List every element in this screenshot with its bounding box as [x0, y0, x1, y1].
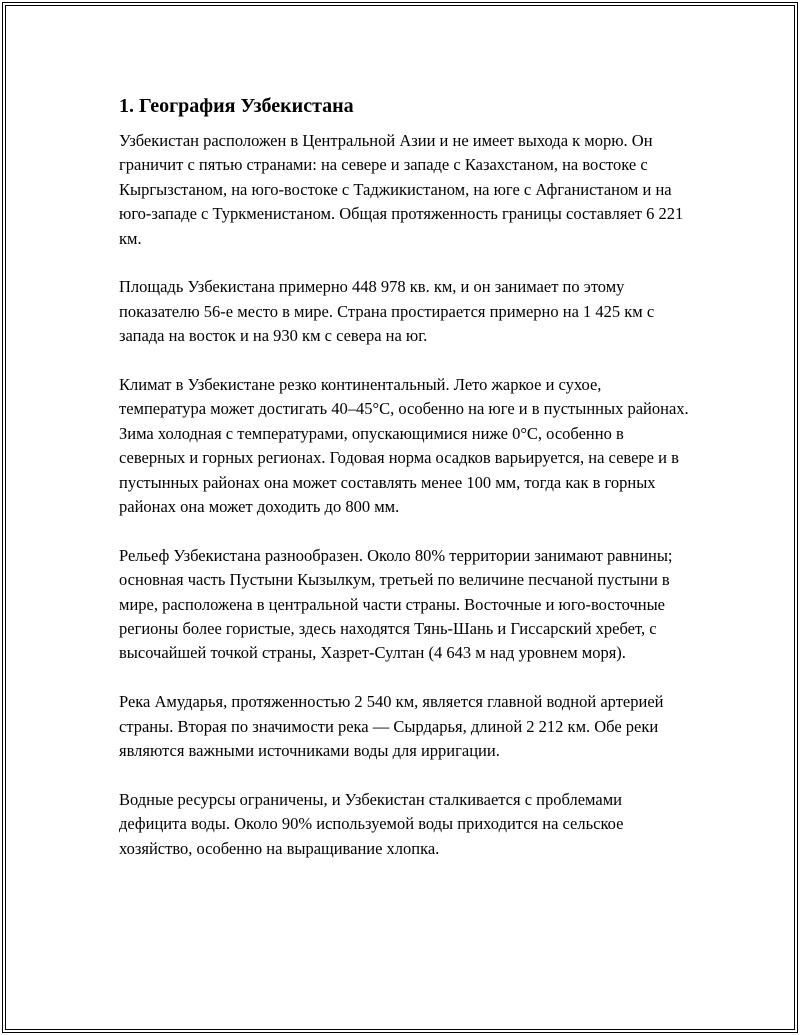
document-title: 1. География Узбекистана — [119, 95, 354, 117]
paragraph-climate: Климат в Узбекистане резко континентальный. Лето жаркое и сухое, температура может достигать 40–45°C, особенно на юге и в пустынных районах. Зима холодная с температурами, опускающимися ниже 0°C, особенно в северных и горных регионах. Годовая норма осадков варьируется, на севере и в пустынных районах она может составлять менее 100 мм, тогда как в горных районах она может доходить до 800 мм. — [119, 375, 689, 517]
paragraph-borders: Узбекистан расположен в Центральной Азии и не имеет выхода к морю. Он граничит с пятью странами: на севере и западе с Казахстаном, на востоке с Кыргызстаном, на юго-востоке с Таджикистаном, на юге с Афганистаном и на юго-западе с Туркменистаном. Общая протяженность границы составляет 6 221 км. — [119, 131, 684, 248]
paragraph-relief: Рельеф Узбекистана разнообразен. Около 80% территории занимают равнины; основная часть Пустыни Кызылкум, третьей по величине песчаной пустыни в мире, расположена в центральной части страны. Восточные и юго-восточные регионы более гористые, здесь находятся Тянь-Шань и Гиссарский хребет, с высочайшей точкой страны, Хазрет-Султан (4 643 м над уровнем моря). — [119, 545, 673, 663]
document-body — [119, 93, 689, 886]
paragraph-water-resources: Водные ресурсы ограничены, и Узбекистан сталкивается с проблемами дефицита воды. Около 90% используемой воды приходится на сельское хозяйство, особенно на выращивание хлопка. — [119, 789, 624, 858]
paragraph-area: Площадь Узбекистана примерно 448 978 кв. км, и он занимает по этому показателю 56-е место в мире. Страна простирается примерно на 1 425 км с запада на восток и на 930 км с севера на юг. — [119, 277, 655, 346]
paragraph-rivers: Река Амударья, протяженностью 2 540 км, является главной водной артерией страны. Вторая по значимости река — Сырдарья, длиной 2 212 км. Обе реки являются важными источниками воды для ирригации. — [119, 692, 664, 761]
